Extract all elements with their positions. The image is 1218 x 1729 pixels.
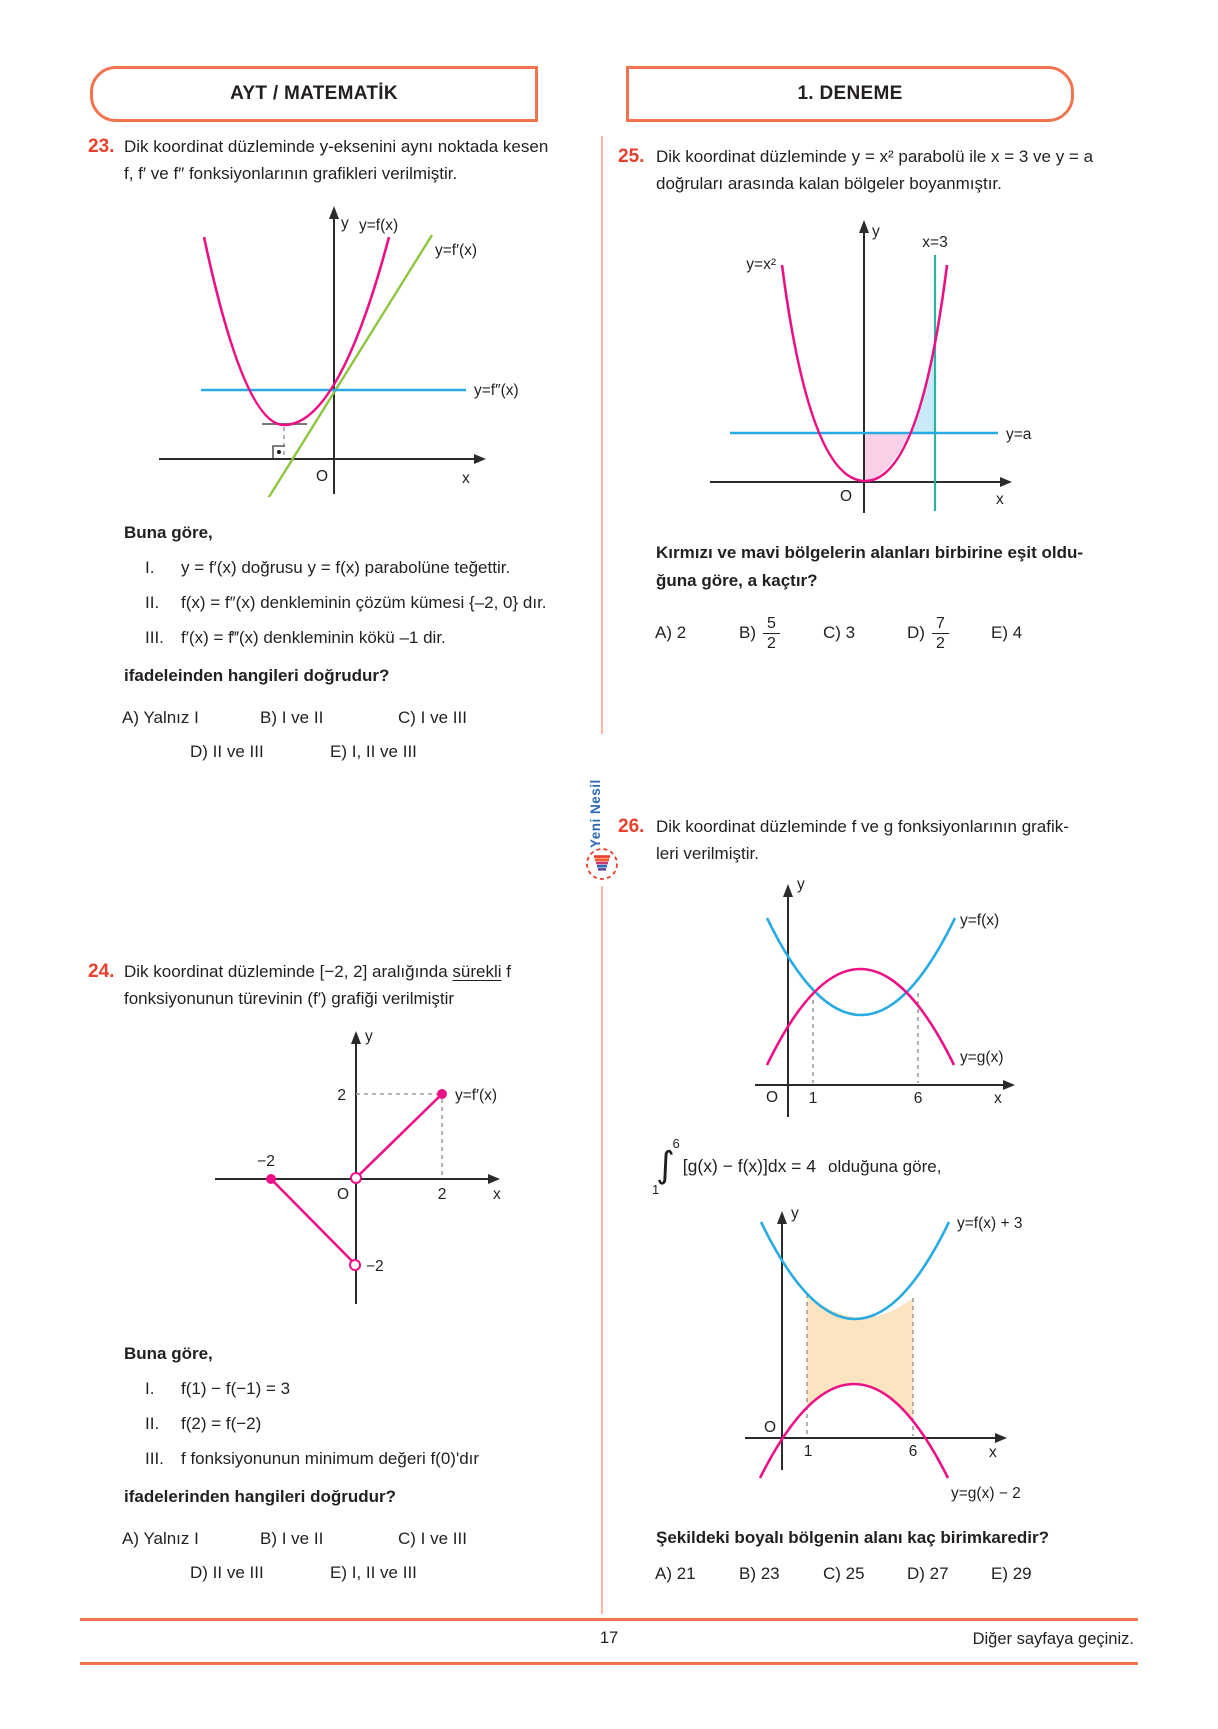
q23-options-row2 [190, 742, 560, 762]
q25-option-c: C) 3 [823, 623, 856, 643]
q26-stem: Şekildeki boyalı bölgenin alanı kaç birimkaredir? [656, 1527, 1050, 1547]
question-23-text-line1: Dik koordinat düzleminde y-eksenini aynı noktada kesen [124, 137, 549, 156]
subject-title: AYT / MATEMATİK [230, 83, 398, 104]
question-25-number: 25. [618, 146, 645, 167]
f-plus-3-label: y=f(x) + 3 [957, 1214, 1023, 1232]
integral-symbol: ∫ [656, 1145, 675, 1187]
question-23-number: 23. [88, 136, 115, 157]
q25-figure [650, 205, 1050, 515]
y-axis-label: y [365, 1028, 373, 1046]
y-axis-label: y [872, 223, 880, 241]
f-curve [767, 918, 955, 1015]
q23-figure [144, 197, 564, 497]
x3-label: x=3 [922, 234, 948, 252]
ya-label: y=a [1006, 426, 1032, 444]
q26-option-d: D) 27 [907, 1563, 949, 1583]
question-25-text-line1: Dik koordinat düzleminde y = x² parabolü ile x = 3 ve y = a [656, 147, 1094, 166]
integral-with-limits: 6 ∫ 1 [652, 1136, 680, 1197]
question-25 [618, 143, 1130, 653]
q24-option-d: D) II ve III [190, 1563, 264, 1583]
f-parabola [204, 237, 389, 425]
x-tick-1: 1 [808, 1090, 818, 1108]
question-23-text [124, 133, 548, 187]
q25-stem: Kırmızı ve mavi bölgelerin alanları birbirine eşit oldu- ğuna göre, a kaçtır? [656, 543, 1084, 590]
q23-options-row1 [122, 708, 560, 728]
footer-rule-bottom [80, 1662, 1138, 1665]
column-divider-bottom [601, 886, 603, 1614]
question-24 [88, 958, 560, 1583]
g-curve [767, 969, 954, 1065]
f-plus-3-curve [761, 1222, 949, 1319]
y-tick-neg2: −2 [366, 1258, 384, 1276]
question-26-number: 26. [618, 816, 645, 837]
f-double-prime-label: y=f″(x) [474, 382, 519, 400]
closed-point-2-2 [437, 1089, 447, 1099]
q24-figure [180, 1018, 540, 1318]
closed-point-neg2-0 [266, 1174, 276, 1184]
q25-options-row [655, 614, 1130, 653]
underlined-word: sürekli [452, 962, 502, 981]
q26-options-row [655, 1564, 1130, 1584]
fraction-7-2: $\frac{7}{2}$ [932, 614, 949, 653]
open-point-origin [351, 1173, 361, 1183]
question-26-text [656, 813, 1069, 867]
question-26-text-line2: leri verilmiştir. [656, 844, 759, 864]
x-tick-6: 6 [913, 1090, 923, 1108]
x-axis-label: x [493, 1186, 501, 1204]
right-angle-dot [277, 450, 281, 454]
q23-lead: Buna göre, [124, 523, 213, 543]
q23-option-b: B) I ve II [260, 708, 324, 728]
q23-item-3: III. f′(x) = f‴(x) denkleminin kökü –1 dir. [145, 628, 446, 648]
question-25-text-line2: doğruları arasında kalan bölgeler boyanmıştır. [656, 174, 1002, 194]
header-exam-box [626, 66, 1074, 122]
q23-option-c: C) I ve III [398, 708, 467, 728]
g-minus-2-curve [760, 1384, 948, 1478]
f-prime-label: y=f′(x) [455, 1087, 498, 1105]
q23-option-d: D) II ve III [190, 742, 264, 762]
q24-option-b: B) I ve II [260, 1529, 324, 1549]
column-divider-top [601, 136, 603, 734]
f-prime-label: y=f′(x) [435, 242, 478, 260]
page-number: 17 [599, 1629, 619, 1647]
q24-item-3: III. f fonksiyonunun minimum değeri f(0)'dır [145, 1449, 480, 1469]
next-page-hint: Diğer sayfaya geçiniz. [972, 1630, 1134, 1648]
q26-option-e: E) 29 [991, 1563, 1032, 1583]
question-23-text-line2: f, f′ ve f″ fonksiyonlarının grafikleri verilmiştir. [124, 164, 458, 184]
q26-integral-statement: 6 ∫ 1 [g(x) − f(x)]dx = 4 olduğuna göre, [652, 1136, 942, 1197]
q24-lead: Buna göre, [124, 1344, 213, 1364]
origin-label: O [763, 1418, 777, 1436]
q24-option-e: E) I, II ve III [330, 1563, 417, 1583]
x-tick-2: 2 [437, 1186, 447, 1204]
q23-option-a: A) Yalnız I [122, 708, 199, 728]
q26-option-c: C) 25 [823, 1563, 865, 1583]
x-axis-label: x [996, 491, 1004, 509]
f-curve-label: y=f(x) [359, 217, 399, 235]
q24-item-2: II. f(2) = f(−2) [145, 1414, 262, 1434]
q26-figure-top [660, 875, 1080, 1135]
question-25-text [656, 143, 1093, 197]
q23-item-1: I. y = f′(x) doğrusu y = f(x) parabolüne teğettir. [145, 558, 511, 578]
exam-title: 1. DENEME [797, 83, 903, 104]
origin-label: O [336, 1186, 350, 1204]
shaded-region [807, 1294, 913, 1421]
g-label: y=g(x) [960, 1049, 1004, 1067]
q24-item-1: I. f(1) − f(−1) = 3 [145, 1379, 291, 1399]
fraction-5-2: $\frac{5}{2}$ [763, 614, 780, 653]
g-minus-2-label: y=g(x) − 2 [951, 1484, 1021, 1502]
q24-options-row2 [190, 1563, 560, 1583]
y-tick-2: 2 [337, 1087, 346, 1105]
y-axis-label: y [791, 1205, 799, 1222]
x-tick-1: 1 [803, 1442, 813, 1460]
q25-option-d: D) $\frac{7}{2}$ [907, 614, 991, 653]
question-23 [88, 133, 560, 762]
q24-option-c: C) I ve III [398, 1529, 467, 1549]
origin-label: O [316, 468, 329, 486]
q23-stem: ifadeleinden hangileri doğrudur? [124, 666, 390, 686]
q25-option-b: B) $\frac{5}{2}$ [739, 614, 823, 653]
y-axis-label: y [341, 215, 349, 233]
f-label: y=f(x) [960, 912, 1000, 930]
question-24-text [124, 958, 511, 1012]
question-26-text-line1: Dik koordinat düzleminde f ve g fonksiyonlarının grafik- [656, 817, 1069, 836]
q24-options-row1 [122, 1529, 560, 1549]
brand-name: Yeni Nesil [588, 779, 603, 848]
red-shaded-region [865, 433, 909, 481]
f-prime-segment-right [360, 1094, 442, 1174]
logo-bars [594, 855, 610, 871]
q23-option-e: E) I, II ve III [330, 742, 417, 762]
x-tick-neg2: −2 [257, 1153, 275, 1171]
q23-item-2: II. f(x) = f″(x) denkleminin çözüm kümesi {–2, 0} dır. [145, 593, 547, 613]
brand-logo-icon [584, 846, 620, 882]
header-subject-box [90, 66, 538, 122]
q26-option-a: A) 21 [655, 1563, 696, 1583]
parabola-label: y=x² [746, 256, 776, 274]
q25-option-e: E) 4 [991, 623, 1023, 643]
q24-stem: ifadelerinden hangileri doğrudur? [124, 1487, 397, 1507]
footer-rule-top [80, 1618, 1138, 1621]
question-24-text-line2: fonksiyonunun türevinin (f′) grafiği verilmiştir [124, 989, 455, 1009]
question-24-number: 24. [88, 961, 115, 982]
q24-option-a: A) Yalnız I [122, 1529, 199, 1549]
origin-label: O [765, 1089, 779, 1107]
question-26 [618, 813, 1130, 1584]
q26-option-b: B) 23 [739, 1563, 780, 1583]
x-axis-label: x [989, 1443, 997, 1461]
q25-option-a: A) 2 [655, 623, 687, 643]
x-axis-label: x [462, 470, 470, 488]
y-axis-label: y [797, 876, 805, 894]
question-24-text-line1: Dik koordinat düzleminde [−2, 2] aralığında sürekli f [124, 962, 511, 981]
f-prime-line [264, 235, 432, 497]
open-point-0-neg2 [350, 1260, 360, 1270]
origin-label: O [839, 488, 853, 506]
q26-figure-bottom [645, 1206, 1085, 1506]
x-axis-label: x [994, 1090, 1002, 1108]
x-tick-6: 6 [908, 1442, 918, 1460]
